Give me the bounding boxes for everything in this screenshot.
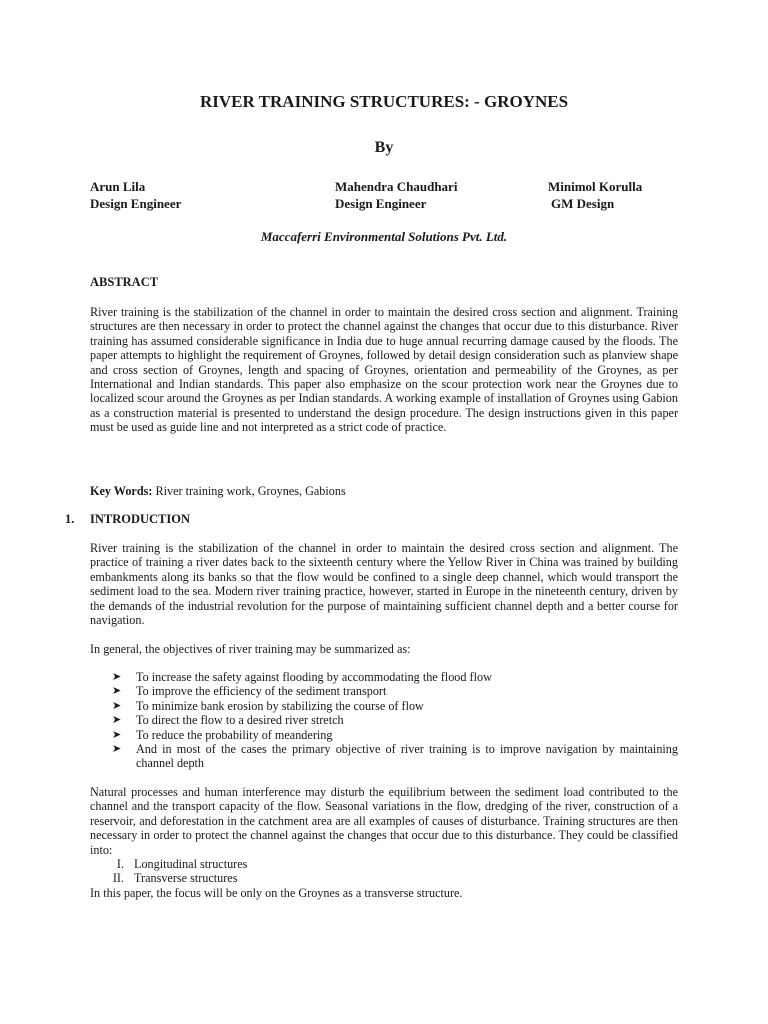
author-name: Arun Lila — [90, 179, 146, 194]
roman-numeral: II. — [112, 871, 124, 885]
roman-numeral: I. — [116, 857, 124, 871]
list-item: ➤ To direct the flow to a desired river stretch — [112, 713, 344, 728]
abstract-heading: ABSTRACT — [90, 275, 159, 289]
classification-item-1 — [90, 857, 490, 871]
arrow-bullet-icon: ➤ — [112, 699, 122, 712]
intro-paragraph-2: In general, the objectives of river training may be summarized as: — [90, 642, 411, 656]
list-item: ➤ To minimize bank erosion by stabilizing the course of flow — [112, 698, 424, 713]
intro-closing: In this paper, the focus will be only on the Groynes as a transverse structure. — [90, 886, 463, 900]
arrow-bullet-icon: ➤ — [112, 743, 122, 756]
affiliation: Maccaferri Environmental Solutions Pvt. Ltd. — [260, 229, 508, 244]
author-name: Mahendra Chaudhari — [335, 179, 458, 194]
classification-item-2 — [90, 871, 490, 885]
intro-number: 1. — [65, 512, 75, 526]
list-item: ➤ And in most of the cases the primary objective of river training is to improve navigation by maintaining channel depth — [112, 742, 678, 771]
author-role: GM Design — [551, 196, 615, 211]
author-role: Design Engineer — [90, 196, 182, 211]
by-line: By — [374, 139, 394, 156]
author-role: Design Engineer — [335, 196, 427, 211]
arrow-bullet-icon: ➤ — [112, 671, 122, 683]
intro-paragraph-1: River training is the stabilization of the channel in order to maintain the desired cross section and alignment. The practice of training a river dates back to the sixteenth century where the Yellow River in China was trained by building embankments along its banks so that the flow would be confined to a single deep channel, which would transport the sediment load to the sea. Modern river training practice, however, started in Europe in the nineteenth century, driven by the demands of the industrial revolution for the purpose of maintaining sufficient channel depth and a better course for navigation. — [90, 541, 678, 628]
arrow-bullet-icon: ➤ — [112, 728, 122, 741]
objectives-list — [112, 670, 678, 771]
author-3 — [548, 178, 642, 212]
paper-title: RIVER TRAINING STRUCTURES: - GROYNES — [199, 92, 569, 111]
abstract-text: River training is the stabilization of the channel in order to maintain the desired cross section and alignment. Training structures are then necessary in order to protect the channel against the changes that occur due to this disturbance. River training has assumed considerable significance in India due to huge annual recurring damage caused by the floods. The paper attempts to highlight the requirement of Groynes, followed by detail design consideration such as planview shape and cross section of Groynes, length and spacing of Groynes, orientation and permeability of the Groynes, as per International and Indian standards. This paper also emphasize on the scour protection work near the Groynes due to localized scour around the Groynes as per Indian standards. A working example of installation of Groynes using Gabion as a construction material is presented to understand the design procedure. The design instructions given in this paper must be used as guide line and not interpreted as a strict code of practice. — [90, 305, 678, 435]
list-item: ➤ To reduce the probability of meandering — [112, 727, 333, 742]
keywords — [90, 484, 346, 498]
author-1 — [90, 178, 181, 212]
classification-text: Transverse structures — [134, 871, 238, 885]
intro-heading: INTRODUCTION — [90, 512, 191, 526]
author-name: Minimol Korulla — [548, 179, 643, 194]
list-item: ➤ To increase the safety against flooding by accommodating the flood flow — [112, 670, 492, 684]
intro-paragraph-3: Natural processes and human interference may disturb the equilibrium between the sediment load contributed to the channel and the transport capacity of the flow. Seasonal variations in the flow, dredging of the river, construction of a reservoir, and deforestation in the catchment area are all examples of causes of disturbance. Training structures are then necessary in order to protect the channel against the changes that occur due to this disturbance. They could be classified into: — [90, 785, 678, 857]
list-item: ➤ To improve the efficiency of the sediment transport — [112, 684, 387, 699]
arrow-bullet-icon: ➤ — [112, 714, 122, 727]
arrow-bullet-icon: ➤ — [112, 685, 122, 698]
keywords-label: Key Words: — [90, 484, 153, 498]
author-2 — [335, 178, 457, 212]
keywords-text: River training work, Groynes, Gabions — [152, 484, 346, 498]
classification-text: Longitudinal structures — [134, 857, 248, 871]
